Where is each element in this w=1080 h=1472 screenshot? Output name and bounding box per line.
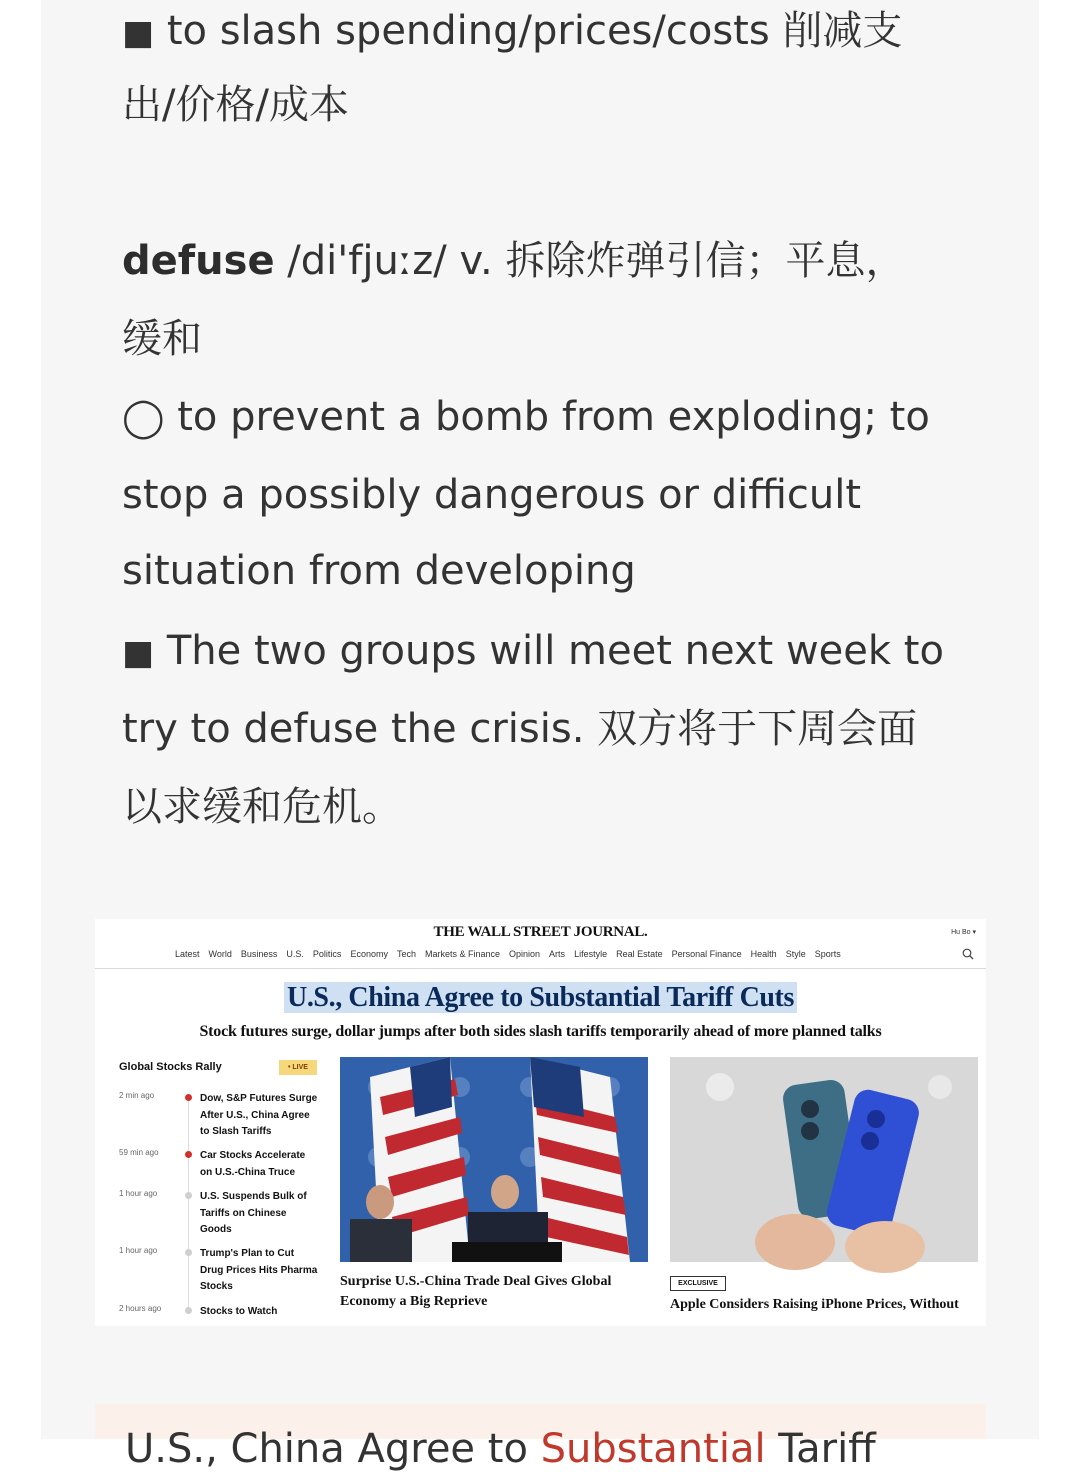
rally-text[interactable]: U.S. Suspends Bulk of Tariffs on Chinese Goods: [200, 1191, 307, 1235]
nav-economy[interactable]: Economy: [350, 949, 388, 959]
rally-text[interactable]: Car Stocks Accelerate on U.S.-China Truce: [200, 1150, 306, 1178]
circle-bullet-icon: ◯: [122, 395, 165, 439]
example-line-1: [122, 0, 962, 72]
definition-en-line-2: stop a possibly dangerous or difficult: [122, 472, 862, 518]
wsj-headline[interactable]: [95, 982, 986, 1014]
rally-time: 59 min ago: [119, 1148, 159, 1157]
dot-icon: [185, 1151, 192, 1158]
next-headline-end: Tariff: [765, 1426, 876, 1472]
headword: defuse: [122, 238, 275, 284]
nav-sports[interactable]: Sports: [814, 949, 841, 959]
dot-icon: [185, 1249, 192, 1256]
wsj-subheadline: Stock futures surge, dollar jumps after both sides slash tariffs temporarily ahead of more planned talks: [199, 1023, 882, 1040]
nav-real-estate[interactable]: Real Estate: [616, 949, 663, 959]
nav-tech[interactable]: Tech: [396, 949, 416, 959]
nav-style[interactable]: Style: [785, 949, 806, 959]
nav-world[interactable]: World: [208, 949, 232, 959]
nav-personal-finance[interactable]: Personal Finance: [671, 949, 742, 959]
rally-time: 2 min ago: [119, 1091, 155, 1100]
rally-text[interactable]: Trump's Plan to Cut Drug Prices Hits Pharma Stocks: [200, 1248, 318, 1292]
definition-text: to prevent a bomb from exploding; to: [177, 394, 930, 440]
timeline-line: [188, 1095, 189, 1309]
example-translation: 出/价格/成本: [122, 82, 349, 128]
wsj-screenshot[interactable]: [95, 919, 986, 1326]
press-conference-photo[interactable]: [340, 1057, 648, 1262]
live-badge: • LIVE: [279, 1060, 317, 1075]
headline-text[interactable]: U.S., China Agree to Substantial Tariff Cuts: [284, 982, 797, 1013]
nav-us[interactable]: U.S.: [286, 949, 304, 959]
nav-lifestyle[interactable]: Lifestyle: [574, 949, 608, 959]
iphone-photo[interactable]: [670, 1057, 978, 1262]
story-headline-1[interactable]: Surprise U.S.-China Trade Deal Gives Global Economy a Big Reprieve: [340, 1274, 612, 1309]
wsj-header: [95, 919, 986, 969]
rally-text[interactable]: Dow, S&P Futures Surge After U.S., China Agree to Slash Tariffs: [200, 1093, 318, 1137]
definition-en-line-3: situation from developing: [122, 548, 636, 594]
nav-arts[interactable]: Arts: [549, 949, 566, 959]
definition-en-line-1: [122, 378, 962, 456]
rally-text[interactable]: Stocks to Watch: [200, 1306, 278, 1317]
wsj-nav: [175, 949, 841, 959]
example-text: The two groups will meet next week to: [166, 628, 944, 674]
next-headline-highlight: Substantial: [540, 1426, 766, 1472]
exclusive-badge: EXCLUSIVE: [670, 1276, 726, 1291]
search-icon[interactable]: [962, 948, 974, 960]
story-headline-2[interactable]: Apple Considers Raising iPhone Prices, Without: [670, 1297, 959, 1312]
example-text: to slash spending/prices/costs 削减支: [166, 8, 903, 54]
dot-icon: [185, 1094, 192, 1101]
square-bullet-icon: ■: [122, 13, 155, 53]
nav-markets[interactable]: Markets & Finance: [424, 949, 501, 959]
next-section: [95, 1404, 986, 1472]
next-headline: [125, 1426, 876, 1472]
rally-time: 1 hour ago: [119, 1246, 158, 1255]
pronunciation-definition: /di'fjuːz/ v. 拆除炸弹引信；平息，: [287, 238, 906, 284]
square-bullet-icon: ■: [122, 633, 155, 673]
user-menu[interactable]: Hu Bo ▾: [951, 929, 976, 936]
rally-title[interactable]: Global Stocks Rally: [119, 1061, 222, 1073]
nav-latest[interactable]: Latest: [175, 949, 200, 959]
definition-cn-continued: 缓和: [122, 316, 202, 362]
rally-time: 1 hour ago: [119, 1189, 158, 1198]
nav-business[interactable]: Business: [240, 949, 278, 959]
headword-line: [122, 222, 962, 300]
rally-time: 2 hours ago: [119, 1304, 162, 1313]
nav-health[interactable]: Health: [750, 949, 777, 959]
nav-opinion[interactable]: Opinion: [509, 949, 541, 959]
example-line-4: 以求缓和危机。: [122, 784, 402, 830]
example-line-3: try to defuse the crisis. 双方将于下周会面: [122, 706, 918, 752]
nav-politics[interactable]: Politics: [312, 949, 342, 959]
wsj-logo: THE WALL STREET JOURNAL.: [433, 924, 648, 940]
example-line-2: [122, 612, 962, 692]
dot-icon: [185, 1307, 192, 1314]
next-headline-start: U.S., China Agree to: [125, 1426, 541, 1472]
dot-icon: [185, 1192, 192, 1199]
